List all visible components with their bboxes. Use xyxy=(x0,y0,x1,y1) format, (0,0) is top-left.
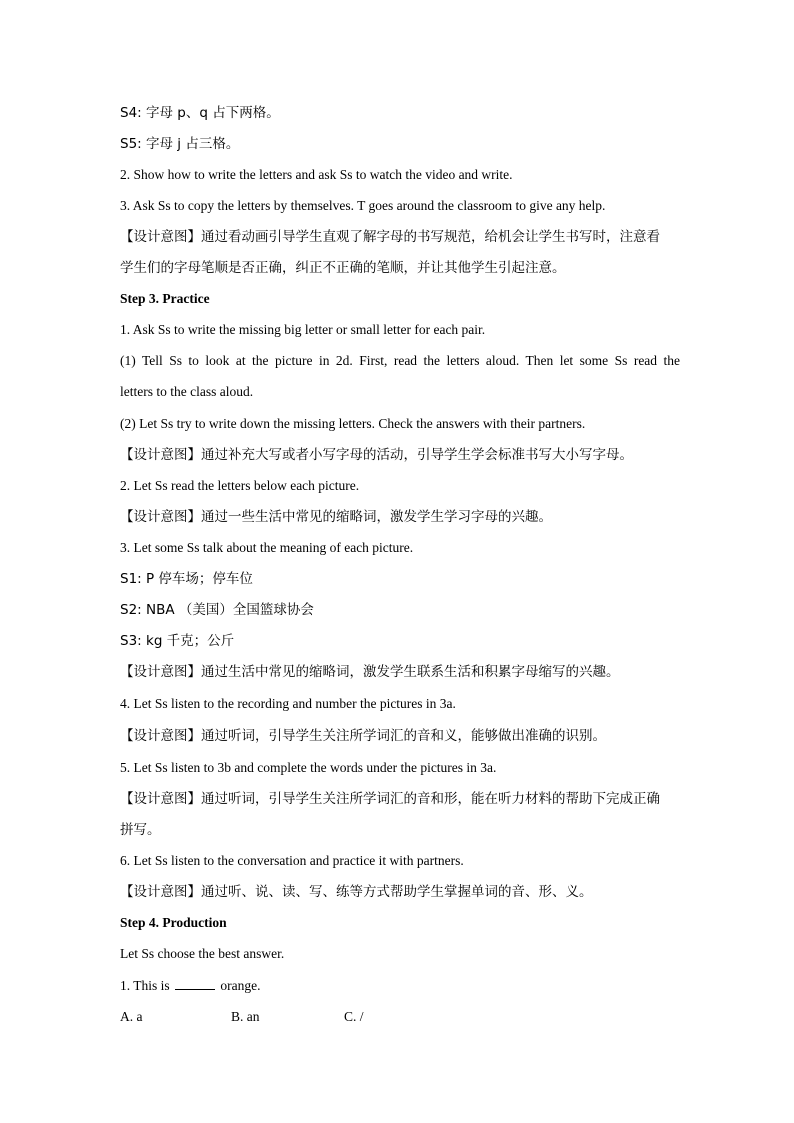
design-intent-6-line2: 拼写。 xyxy=(120,822,161,838)
question-1-options xyxy=(120,1008,680,1026)
design-intent-2: 【设计意图】通过补充大写或者小写字母的活动，引导学生学会标准书写大小写字母。 xyxy=(120,447,633,463)
question-1-prefix: 1. This is xyxy=(120,978,170,993)
design-intent-4: 【设计意图】通过生活中常见的缩略词，激发学生联系生活和积累字母缩写的兴趣。 xyxy=(120,664,620,680)
design-intent-5: 【设计意图】通过听词，引导学生关注所学词汇的音和义，能够做出准确的识别。 xyxy=(120,728,606,744)
student-answer-s4: S4: 字母 p、q 占下两格。 xyxy=(120,105,280,121)
question-1 xyxy=(120,977,680,995)
design-intent-3: 【设计意图】通过一些生活中常见的缩略词，激发学生学习字母的兴趣。 xyxy=(120,509,552,525)
practice-item-6: 6. Let Ss listen to the conversation and practice it with partners. xyxy=(120,853,464,868)
design-intent-6-line1: 【设计意图】通过听词，引导学生关注所学词汇的音和形，能在听力材料的帮助下完成正确 xyxy=(120,791,660,807)
practice-item-4: 4. Let Ss listen to the recording and number the pictures in 3a. xyxy=(120,696,456,711)
procedure-item-2: 2. Show how to write the letters and ask Ss to watch the video and write. xyxy=(120,167,513,182)
step-4-heading: Step 4. Production xyxy=(120,915,227,930)
practice-item-1-sub2: (2) Let Ss try to write down the missing letters. Check the answers with their partners. xyxy=(120,416,586,431)
student-answer-s1: S1: P 停车场；停车位 xyxy=(120,571,253,587)
design-intent-7: 【设计意图】通过听、说、读、写、练等方式帮助学生掌握单词的音、形、义。 xyxy=(120,884,593,900)
practice-item-1: 1. Ask Ss to write the missing big letter or small letter for each pair. xyxy=(120,322,486,337)
student-answer-s5: S5: 字母 j 占三格。 xyxy=(120,136,240,152)
design-intent-1-line2: 学生们的字母笔顺是否正确，纠正不正确的笔顺，并让其他学生引起注意。 xyxy=(120,260,566,276)
option-a: A. a xyxy=(120,1009,143,1024)
student-answer-s2: S2: NBA （美国）全国篮球协会 xyxy=(120,602,314,618)
practice-item-1-sub1-line2: letters to the class aloud. xyxy=(120,384,254,399)
step-3-heading: Step 3. Practice xyxy=(120,291,210,306)
option-b: B. an xyxy=(231,1009,260,1024)
practice-item-3: 3. Let some Ss talk about the meaning of each picture. xyxy=(120,540,414,555)
design-intent-1-line1: 【设计意图】通过看动画引导学生直观了解字母的书写规范，给机会让学生书写时，注意看 xyxy=(120,229,660,245)
production-instruction: Let Ss choose the best answer. xyxy=(120,946,285,961)
practice-item-2: 2. Let Ss read the letters below each picture. xyxy=(120,478,360,493)
practice-item-5: 5. Let Ss listen to 3b and complete the words under the pictures in 3a. xyxy=(120,760,497,775)
student-answer-s3: S3: kg 千克；公斤 xyxy=(120,633,235,649)
option-c: C. / xyxy=(344,1009,364,1024)
practice-item-1-sub1-line1: (1) Tell Ss to look at the picture in 2d. First, read the letters aloud. Then let some Ss read the xyxy=(120,353,680,368)
answer-blank xyxy=(175,977,215,990)
procedure-item-3: 3. Ask Ss to copy the letters by themselves. T goes around the classroom to give any help. xyxy=(120,198,606,213)
question-1-suffix: orange. xyxy=(220,978,261,993)
